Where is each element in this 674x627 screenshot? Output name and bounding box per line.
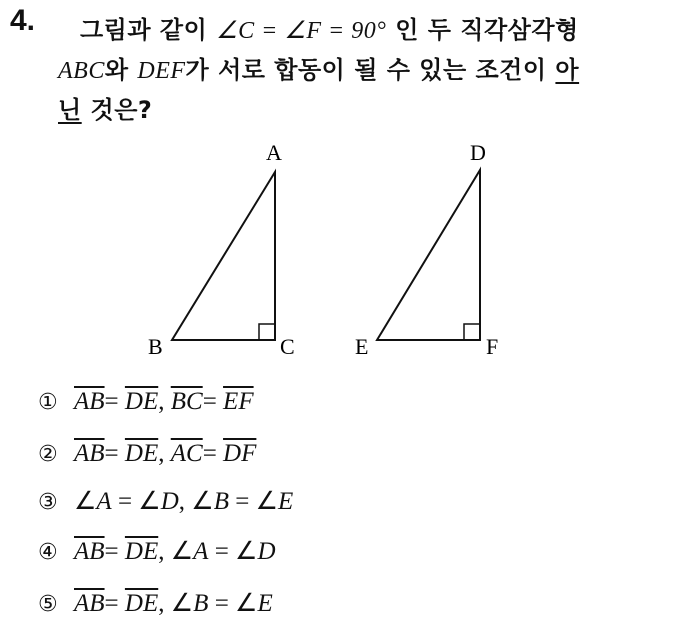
math-text: = bbox=[202, 388, 224, 415]
vertex-c: C bbox=[280, 334, 295, 359]
math-text: , ∠ bbox=[178, 488, 214, 515]
angle-vertex-label: E bbox=[278, 488, 294, 515]
math-text: = bbox=[104, 590, 125, 617]
option-2[interactable] bbox=[38, 440, 256, 468]
triangle-def-label: DEF bbox=[137, 58, 186, 84]
angle-vertex-label: A bbox=[96, 488, 112, 515]
segment-label: $\overline{AB}$ bbox=[74, 388, 105, 415]
segment-label: $\overline{DE}$ bbox=[124, 590, 159, 617]
emphasis-underline-1: 아 bbox=[555, 56, 580, 84]
math-text: , bbox=[158, 440, 171, 467]
vertex-d: D bbox=[470, 140, 486, 165]
angle-vertex-label: B bbox=[193, 590, 209, 617]
emphasis-underline-2: 닌 bbox=[58, 96, 82, 124]
option-marker: ③ bbox=[38, 490, 58, 515]
segment-label: $\overline{DE}$ bbox=[124, 388, 159, 415]
stem-connector: 와 bbox=[104, 56, 129, 84]
option-marker: ④ bbox=[38, 540, 58, 565]
option-1[interactable] bbox=[38, 388, 254, 416]
math-text: = bbox=[104, 388, 125, 415]
question-number: 4. bbox=[10, 4, 36, 37]
segment-label: $\overline{DE}$ bbox=[124, 440, 159, 467]
segment-label: $\overline{AB}$ bbox=[74, 538, 105, 565]
segment-label: $\overline{DF}$ bbox=[223, 440, 257, 467]
vertex-b: B bbox=[148, 334, 163, 359]
segment-label: $\overline{DE}$ bbox=[124, 538, 159, 565]
triangle-abc bbox=[172, 172, 275, 340]
math-text: = ∠ bbox=[228, 488, 278, 515]
right-angle-mark-c bbox=[259, 324, 275, 340]
stem-tail-2: 가 서로 합동이 될 수 있는 조건이 bbox=[185, 56, 547, 84]
segment-label: $\overline{AC}$ bbox=[170, 440, 203, 467]
angle-vertex-label: E bbox=[257, 590, 273, 617]
math-text: = bbox=[104, 440, 125, 467]
math-text: ∠ bbox=[74, 488, 97, 515]
angle-vertex-label: D bbox=[160, 488, 179, 515]
option-marker: ⑤ bbox=[38, 592, 58, 617]
option-3[interactable] bbox=[38, 486, 293, 516]
option-4[interactable] bbox=[38, 536, 276, 566]
segment-label: $\overline{AB}$ bbox=[74, 440, 105, 467]
math-text: = bbox=[104, 538, 125, 565]
math-text: , ∠ bbox=[158, 538, 194, 565]
vertex-e: E bbox=[355, 334, 369, 359]
option-marker: ② bbox=[38, 442, 58, 467]
math-text: = bbox=[202, 440, 224, 467]
stem-tail-3: 것은? bbox=[81, 96, 153, 124]
triangle-def bbox=[377, 170, 480, 340]
segment-label: $\overline{AB}$ bbox=[74, 590, 105, 617]
math-text: , ∠ bbox=[158, 590, 194, 617]
stem-tail: 인 두 직각삼각형 bbox=[395, 16, 579, 44]
triangle-abc-label: ABC bbox=[58, 58, 105, 84]
math-text: = ∠ bbox=[208, 590, 258, 617]
vertex-a: A bbox=[266, 140, 282, 165]
math-text: = ∠ bbox=[208, 538, 258, 565]
right-angle-mark-f bbox=[464, 324, 480, 340]
stem-math-angles: ∠C = ∠F = 90° bbox=[216, 18, 387, 44]
angle-vertex-label: D bbox=[257, 538, 276, 565]
option-5[interactable] bbox=[38, 588, 273, 618]
segment-label: $\overline{EF}$ bbox=[223, 388, 254, 415]
angle-vertex-label: A bbox=[193, 538, 209, 565]
math-text: = ∠ bbox=[111, 488, 161, 515]
angle-vertex-label: B bbox=[213, 488, 229, 515]
vertex-f: F bbox=[486, 334, 499, 359]
segment-label: $\overline{BC}$ bbox=[170, 388, 203, 415]
stem-text: 그림과 같이 bbox=[80, 16, 208, 44]
math-text: , bbox=[158, 388, 171, 415]
option-marker: ① bbox=[38, 390, 58, 415]
